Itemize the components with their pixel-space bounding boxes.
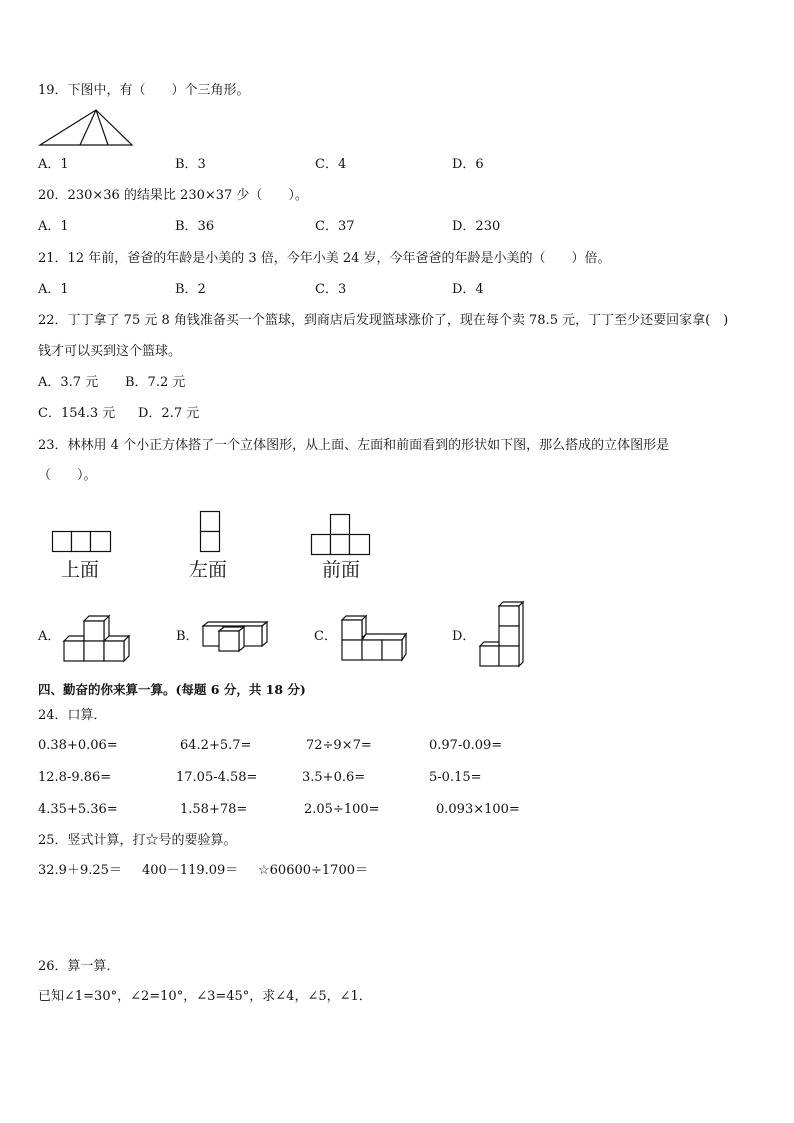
q24-item: 0.38+0.06=: [38, 738, 118, 753]
q23-stem-line2: （ ）。: [38, 468, 97, 483]
q26-text: 已知∠1=30°，∠2=10°，∠3=45°，求∠4，∠5，∠1．: [38, 989, 372, 1004]
q22-stem-line2: 钱才可以买到这个篮球。: [38, 344, 182, 359]
section4-title: 四、勤奋的你来算一算。(每题 6 分，共 18 分): [38, 682, 306, 697]
q22-option-c: C．154.3 元: [38, 406, 116, 421]
q19-option-d: D．6: [452, 157, 484, 172]
q23-option-b-cubes: [203, 621, 273, 653]
front-view-label: 前面: [322, 559, 361, 581]
q23-option-c-letter: C．: [314, 629, 337, 644]
q22-option-a: A．3.7 元: [38, 375, 99, 390]
q19-stem: 19．下图中，有（ ）个三角形。: [38, 83, 250, 98]
q23-option-a-letter: A．: [38, 629, 61, 644]
q20-option-a: A．1: [38, 219, 69, 234]
q24-item: 64.2+5.7=: [180, 738, 252, 753]
q24-stem: 24．口算．: [38, 708, 107, 723]
q24-item: 17.05-4.58=: [176, 770, 258, 785]
q22-stem-line1: 22．丁丁拿了 75 元 8 角钱准备买一个篮球，到商店后发现篮球涨价了，现在每个卖 78.5 元，丁丁至少还要回家拿( ): [38, 313, 729, 328]
q25-item-2: 400－119.09＝: [142, 863, 239, 878]
q22-option-b: B．7.2 元: [125, 375, 186, 390]
q23-option-b-letter: B．: [176, 629, 199, 644]
q24-item: 1.58+78=: [180, 802, 248, 817]
q19-option-c: C．4: [315, 157, 347, 172]
q20-option-c: C．37: [315, 219, 355, 234]
q19-option-a: A．1: [38, 157, 69, 172]
q25-item-3: ☆60600÷1700＝: [258, 863, 368, 878]
q23-option-a-cubes: [64, 614, 134, 662]
q22-option-d: D．2.7 元: [138, 406, 200, 421]
top-view-label: 上面: [61, 559, 100, 581]
q21-option-d: D．4: [452, 282, 484, 297]
top-view-figure: [52, 531, 112, 553]
q20-option-d: D．230: [452, 219, 501, 234]
q20-stem: 20．230×36 的结果比 230×37 少（ ）。: [38, 188, 308, 203]
left-view-figure: [200, 511, 221, 553]
q23-option-d-letter: D．: [452, 629, 476, 644]
q24-item: 3.5+0.6=: [302, 770, 366, 785]
q21-option-a: A．1: [38, 282, 69, 297]
q24-item: 72÷9×7=: [306, 738, 372, 753]
q19-option-b: B．3: [175, 157, 206, 172]
q24-item: 4.35+5.36=: [38, 802, 118, 817]
q23-option-c-cubes: [341, 614, 411, 662]
q24-item: 0.97-0.09=: [429, 738, 503, 753]
left-view-label: 左面: [189, 559, 228, 581]
q24-item: 12.8-9.86=: [38, 770, 112, 785]
front-view-figure: [311, 514, 371, 556]
q24-item: 0.093×100=: [436, 802, 520, 817]
q24-item: 2.05÷100=: [304, 802, 380, 817]
q23-stem-line1: 23．林林用 4 个小正方体搭了一个立体图形，从上面、左面和前面看到的形状如下图，那么搭成的立体图形是: [38, 438, 670, 453]
q21-stem: 21．12 年前，爸爸的年龄是小美的 3 倍，今年小美 24 岁，今年爸爸的年龄是小美的（ ）倍。: [38, 251, 611, 266]
q23-option-d-cubes: [479, 602, 529, 668]
q25-stem: 25．竖式计算，打☆号的要验算。: [38, 833, 237, 848]
q21-option-b: B．2: [175, 282, 206, 297]
q26-stem: 26．算一算．: [38, 959, 120, 974]
q25-item-1: 32.9＋9.25＝: [38, 863, 122, 878]
q19-triangle-figure: [38, 108, 134, 148]
q20-option-b: B．36: [175, 219, 215, 234]
q24-item: 5-0.15=: [429, 770, 482, 785]
q21-option-c: C．3: [315, 282, 347, 297]
